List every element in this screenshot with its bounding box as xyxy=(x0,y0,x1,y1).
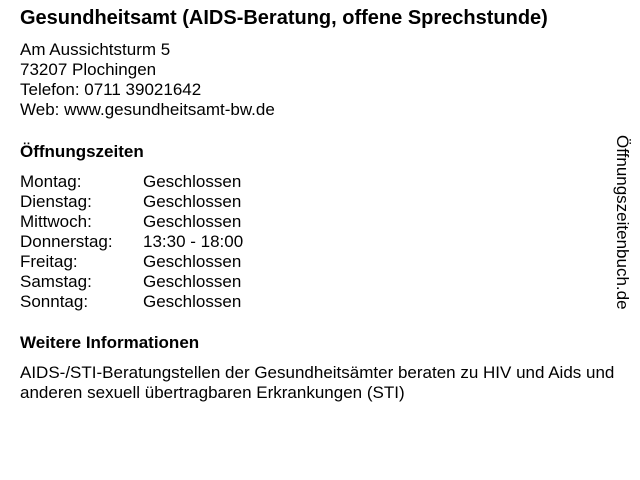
hours-row-sunday xyxy=(20,292,610,312)
hours-time: Geschlossen xyxy=(143,172,242,191)
page-title: Gesundheitsamt (AIDS-Beratung, offene Sprechstunde) xyxy=(20,7,548,29)
hours-time: Geschlossen xyxy=(143,212,242,231)
hours-time: Geschlossen xyxy=(143,272,242,291)
hours-row-saturday xyxy=(20,272,610,292)
address-block xyxy=(20,40,610,120)
city-line: 73207 Plochingen xyxy=(20,60,157,79)
opening-hours-table xyxy=(20,172,610,312)
phone-line: Telefon: 0711 39021642 xyxy=(20,80,202,99)
hours-day: Montag: xyxy=(20,172,82,191)
hours-day: Dienstag: xyxy=(20,192,92,211)
hours-row-thursday xyxy=(20,232,610,252)
business-card xyxy=(20,6,615,403)
hours-day: Donnerstag: xyxy=(20,232,113,251)
brand-watermark xyxy=(613,135,640,365)
web-line: Web: www.gesundheitsamt-bw.de xyxy=(20,100,275,119)
hours-time: 13:30 - 18:00 xyxy=(143,232,244,251)
hours-row-friday xyxy=(20,252,610,272)
hours-time: Geschlossen xyxy=(143,292,242,311)
more-info-text: AIDS-/STI-Beratungstellen der Gesundheitsämter beraten zu HIV und Aids und anderen sexuell übertragbaren Erkrankungen (STI) xyxy=(20,363,615,402)
street-line: Am Aussichtsturm 5 xyxy=(20,40,171,59)
hours-time: Geschlossen xyxy=(143,192,242,211)
more-info-heading: Weitere Informationen xyxy=(20,333,200,352)
brand-text: Öffnungszeitenbuch.de xyxy=(613,135,632,310)
opening-hours-heading: Öffnungszeiten xyxy=(20,142,144,161)
hours-day: Samstag: xyxy=(20,272,92,291)
hours-row-monday xyxy=(20,172,610,192)
hours-day: Sonntag: xyxy=(20,292,89,311)
hours-row-wednesday xyxy=(20,212,610,232)
hours-day: Mittwoch: xyxy=(20,212,92,231)
hours-row-tuesday xyxy=(20,192,610,212)
hours-time: Geschlossen xyxy=(143,252,242,271)
hours-day: Freitag: xyxy=(20,252,78,271)
